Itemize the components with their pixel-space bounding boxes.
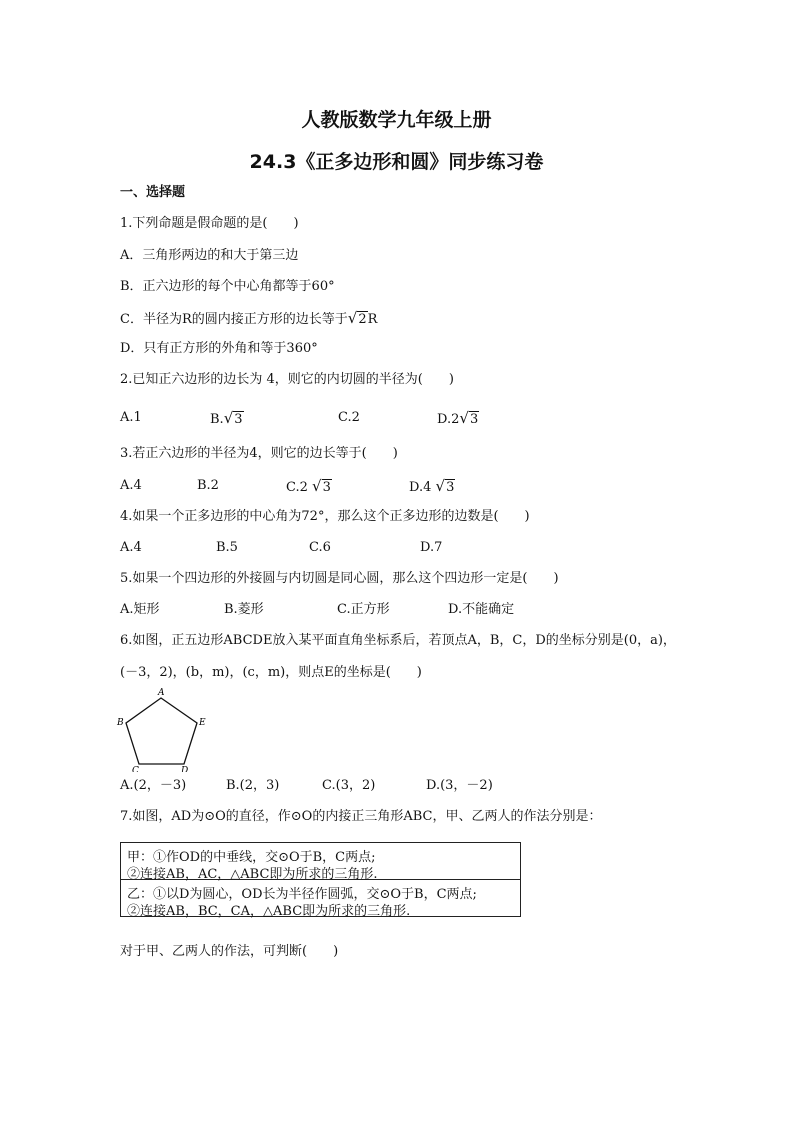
question-5-option-d: D.不能确定	[448, 602, 515, 617]
method-jia-step-2: ②连接AB，AC，△ABC即为所求的三角形.	[127, 867, 378, 882]
document-subtitle: 24.3《正多边形和圆》同步练习卷	[249, 151, 544, 173]
question-2-option-c: C.2	[338, 410, 360, 425]
question-6-option-d: D.(3，－2)	[426, 778, 493, 793]
method-yi-step-1: 乙：①以D为圆心，OD长为半径作圆弧，交⊙O于B，C两点;	[127, 887, 477, 902]
question-4-option-d: D.7	[420, 540, 443, 555]
question-5-stem: 5.如果一个四边形的外接圆与内切圆是同心圆，那么这个四边形一定是( )	[120, 571, 559, 586]
vertex-label-c: C	[132, 766, 139, 772]
question-1-stem: 1.下列命题是假命题的是( )	[120, 216, 299, 231]
question-6-option-c: C.(3，2)	[322, 778, 376, 793]
pentagon-abcde	[126, 698, 197, 764]
question-1-option-b: B．正六边形的每个中心角都等于60°	[120, 279, 335, 294]
question-6-stem-line-2: (－3，2)，(b，m)，(c，m)，则点E的坐标是( )	[120, 665, 422, 680]
question-1-option-d: D．只有正方形的外角和等于360°	[120, 341, 318, 356]
option-d-text: D.4	[409, 480, 432, 495]
question-4-option-c: C.6	[309, 540, 331, 555]
question-5-option-b: B.菱形	[224, 602, 264, 617]
vertex-label-a: A	[158, 688, 165, 698]
document-title: 人教版数学九年级上册	[301, 109, 492, 131]
sqrt-2: √2	[347, 309, 367, 327]
pentagon-figure	[115, 687, 210, 772]
question-3-option-d	[409, 478, 455, 496]
question-2-option-b	[210, 410, 244, 428]
question-4-option-a: A.4	[120, 540, 142, 555]
option-c-unit: R	[367, 312, 378, 327]
option-c-text: C.2	[286, 480, 308, 495]
question-2-option-a: A.1	[120, 410, 142, 425]
vertex-label-d: D	[181, 766, 189, 772]
question-2-stem: 2.已知正六边形的边长为 4，则它的内切圆的半径为( )	[120, 372, 454, 387]
question-6-stem-line-1: 6.如图，正五边形ABCDE放入某平面直角坐标系后，若顶点A，B，C，D的坐标分别是(0，a)，	[120, 633, 676, 648]
option-c-text: C．半径为R的圆内接正方形的边长等于	[120, 312, 348, 327]
method-jia	[121, 843, 520, 882]
question-5-option-c: C.正方形	[337, 602, 390, 617]
sqrt-3: √3	[435, 477, 455, 495]
method-yi-step-2: ②连接AB，BC，CA，△ABC即为所求的三角形.	[127, 904, 411, 919]
question-4-option-b: B.5	[216, 540, 238, 555]
vertex-label-b: B	[117, 718, 124, 728]
question-6-option-b: B.(2，3)	[226, 778, 280, 793]
option-d-text: D.2	[437, 412, 460, 427]
method-yi	[121, 879, 520, 919]
sqrt-3: √3	[223, 409, 243, 427]
question-5-option-a: A.矩形	[120, 602, 160, 617]
method-jia-step-1: 甲：①作OD的中垂线，交⊙O于B，C两点;	[127, 850, 376, 865]
question-3-option-c	[286, 478, 332, 496]
vertex-label-e: E	[199, 718, 206, 728]
question-3-option-a: A.4	[120, 478, 142, 493]
question-1-option-c	[120, 310, 377, 328]
question-3-option-b: B.2	[197, 478, 219, 493]
question-3-stem: 3.若正六边形的半径为4，则它的边长等于( )	[120, 446, 398, 461]
question-7-followup: 对于甲、乙两人的作法，可判断( )	[120, 944, 339, 959]
question-7-stem: 7.如图，AD为⊙O的直径，作⊙O的内接正三角形ABC，甲、乙两人的作法分别是：	[120, 809, 602, 824]
question-6-option-a: A.(2，－3)	[120, 778, 187, 793]
question-4-stem: 4.如果一个正多边形的中心角为72°，那么这个正多边形的边数是( )	[120, 509, 530, 524]
methods-box	[120, 842, 521, 917]
option-b-text: B.	[210, 412, 224, 427]
question-1-option-a: A．三角形两边的和大于第三边	[120, 248, 299, 263]
question-2-option-d	[437, 410, 479, 428]
section-heading: 一、选择题	[120, 185, 186, 200]
sqrt-3: √3	[459, 409, 479, 427]
sqrt-3: √3	[312, 477, 331, 495]
